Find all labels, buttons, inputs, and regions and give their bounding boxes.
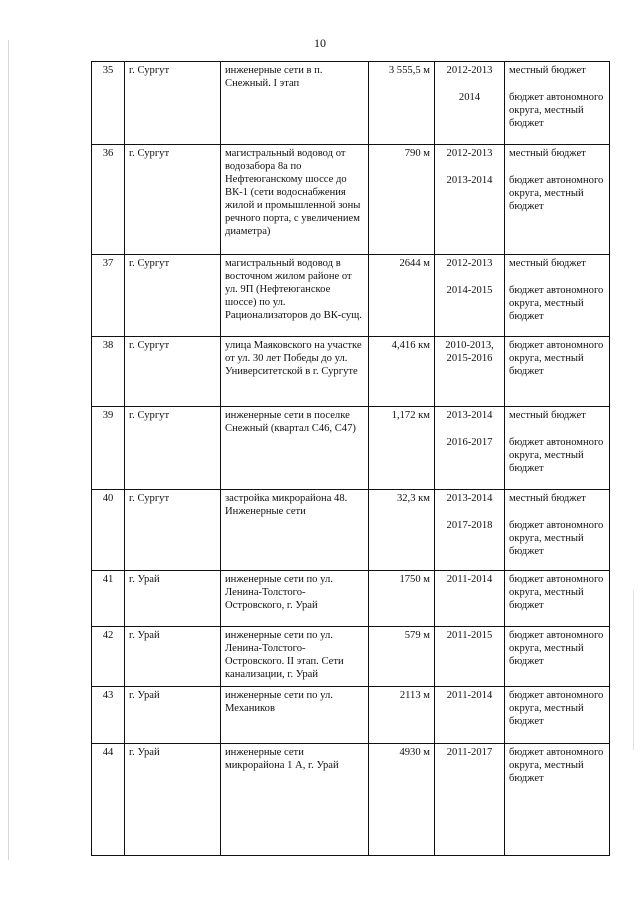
- object-description: инженерные сети по ул. Ленина-Толстого-Островского, г. Урай: [221, 571, 369, 627]
- city: г. Сургут: [125, 490, 221, 571]
- length: 1,172 км: [369, 407, 435, 490]
- city: г. Урай: [125, 744, 221, 856]
- table-row: [92, 62, 610, 145]
- city: г. Сургут: [125, 255, 221, 337]
- object-description: магистральный водовод от водозабора 8а по Нефтеюганскому шоссе до ВК-1 (сети водоснабжения жилой и промышленной зоны речного порта, с увеличением диаметра): [221, 145, 369, 255]
- years-period: 2014: [458, 91, 481, 103]
- years-period: 2011-2015: [446, 630, 493, 641]
- years-period: 2016-2017: [446, 436, 493, 448]
- years-period: 2014-2015: [446, 284, 493, 296]
- years-period: 2011-2017: [446, 747, 493, 758]
- row-number: 36: [92, 145, 125, 255]
- length: 2113 м: [369, 687, 435, 744]
- scan-margin-line-right: [633, 590, 634, 750]
- length: 4930 м: [369, 744, 435, 856]
- funding-cell: [505, 571, 610, 627]
- object-description: инженерные сети микрорайона 1 А, г. Урай: [221, 744, 369, 856]
- years-period: 2013-2014: [446, 174, 493, 186]
- funding-cell: [505, 145, 610, 255]
- funding-source: бюджет автономного округа, местный бюджет: [509, 690, 604, 727]
- table-row: [92, 490, 610, 571]
- length: 32,3 км: [369, 490, 435, 571]
- object-description: инженерные сети по ул. Ленина-Толстого-Островского. II этап. Сети канализации, г. Урай: [221, 627, 369, 687]
- years-cell: [435, 744, 505, 856]
- city: г. Сургут: [125, 407, 221, 490]
- years-cell: [435, 687, 505, 744]
- funding-source: бюджет автономного округа, местный бюджет: [509, 630, 604, 667]
- object-description: инженерные сети по ул. Механиков: [221, 687, 369, 744]
- funding-source: бюджет автономного округа, местный бюджет: [509, 91, 604, 129]
- table-row: [92, 627, 610, 687]
- row-number: 42: [92, 627, 125, 687]
- funding-source: бюджет автономного округа, местный бюджет: [509, 574, 604, 611]
- years-cell: [435, 627, 505, 687]
- row-number: 43: [92, 687, 125, 744]
- row-number: 41: [92, 571, 125, 627]
- years-period: 2017-2018: [446, 519, 493, 531]
- years-period: 2013-2014: [446, 410, 493, 421]
- city: г. Сургут: [125, 337, 221, 407]
- funding-source: местный бюджет: [509, 410, 586, 421]
- table-row: [92, 744, 610, 856]
- funding-source: местный бюджет: [509, 148, 586, 159]
- table-row: [92, 145, 610, 255]
- table-row: [92, 337, 610, 407]
- length: 579 м: [369, 627, 435, 687]
- table-row: [92, 255, 610, 337]
- funding-source: местный бюджет: [509, 258, 586, 269]
- funding-cell: [505, 490, 610, 571]
- row-number: 39: [92, 407, 125, 490]
- table-row: [92, 687, 610, 744]
- funding-cell: [505, 255, 610, 337]
- scan-margin-line: [8, 40, 9, 860]
- years-period: 2012-2013: [446, 258, 493, 269]
- city: г. Урай: [125, 627, 221, 687]
- length: 3 555,5 м: [369, 62, 435, 145]
- city: г. Сургут: [125, 145, 221, 255]
- years-period: 2011-2014: [446, 690, 493, 701]
- funding-source: бюджет автономного округа, местный бюджет: [509, 284, 604, 322]
- years-cell: [435, 490, 505, 571]
- city: г. Сургут: [125, 62, 221, 145]
- object-description: магистральный водовод в восточном жилом районе от ул. 9П (Нефтеюганское шоссе) по ул. Рационализаторов до ВК-сущ.: [221, 255, 369, 337]
- row-number: 44: [92, 744, 125, 856]
- row-number: 40: [92, 490, 125, 571]
- funding-cell: [505, 627, 610, 687]
- city: г. Урай: [125, 687, 221, 744]
- object-description: улица Маяковского на участке от ул. 30 лет Победы до ул. Университетской в г. Сургуте: [221, 337, 369, 407]
- table-row: [92, 407, 610, 490]
- years-period: 2013-2014: [446, 493, 493, 504]
- years-cell: [435, 571, 505, 627]
- years-cell: [435, 255, 505, 337]
- row-number: 37: [92, 255, 125, 337]
- years-cell: [435, 62, 505, 145]
- page-number: 10: [314, 36, 326, 50]
- row-number: 35: [92, 62, 125, 145]
- funding-source: бюджет автономного округа, местный бюджет: [509, 340, 604, 377]
- length: 1750 м: [369, 571, 435, 627]
- funding-source: бюджет автономного округа, местный бюджет: [509, 436, 604, 474]
- funding-cell: [505, 744, 610, 856]
- years-period: 2012-2013: [446, 148, 493, 159]
- years-cell: [435, 337, 505, 407]
- table-row: [92, 571, 610, 627]
- funding-cell: [505, 407, 610, 490]
- funding-source: бюджет автономного округа, местный бюджет: [509, 174, 604, 212]
- funding-source: бюджет автономного округа, местный бюджет: [509, 519, 604, 557]
- funding-cell: [505, 337, 610, 407]
- years-period: 2011-2014: [446, 574, 493, 585]
- length: 790 м: [369, 145, 435, 255]
- years-cell: [435, 407, 505, 490]
- funding-cell: [505, 687, 610, 744]
- city: г. Урай: [125, 571, 221, 627]
- years-period: 2010-2013, 2015-2016: [445, 340, 494, 364]
- projects-table: [91, 61, 610, 856]
- funding-cell: [505, 62, 610, 145]
- funding-source: бюджет автономного округа, местный бюджет: [509, 747, 604, 784]
- object-description: застройка микрорайона 48. Инженерные сети: [221, 490, 369, 571]
- funding-source: местный бюджет: [509, 493, 586, 504]
- object-description: инженерные сети в п. Снежный. I этап: [221, 62, 369, 145]
- funding-source: местный бюджет: [509, 65, 586, 76]
- length: 4,416 км: [369, 337, 435, 407]
- years-period: 2012-2013: [446, 65, 493, 76]
- years-cell: [435, 145, 505, 255]
- length: 2644 м: [369, 255, 435, 337]
- row-number: 38: [92, 337, 125, 407]
- object-description: инженерные сети в поселке Снежный (квартал С46, С47): [221, 407, 369, 490]
